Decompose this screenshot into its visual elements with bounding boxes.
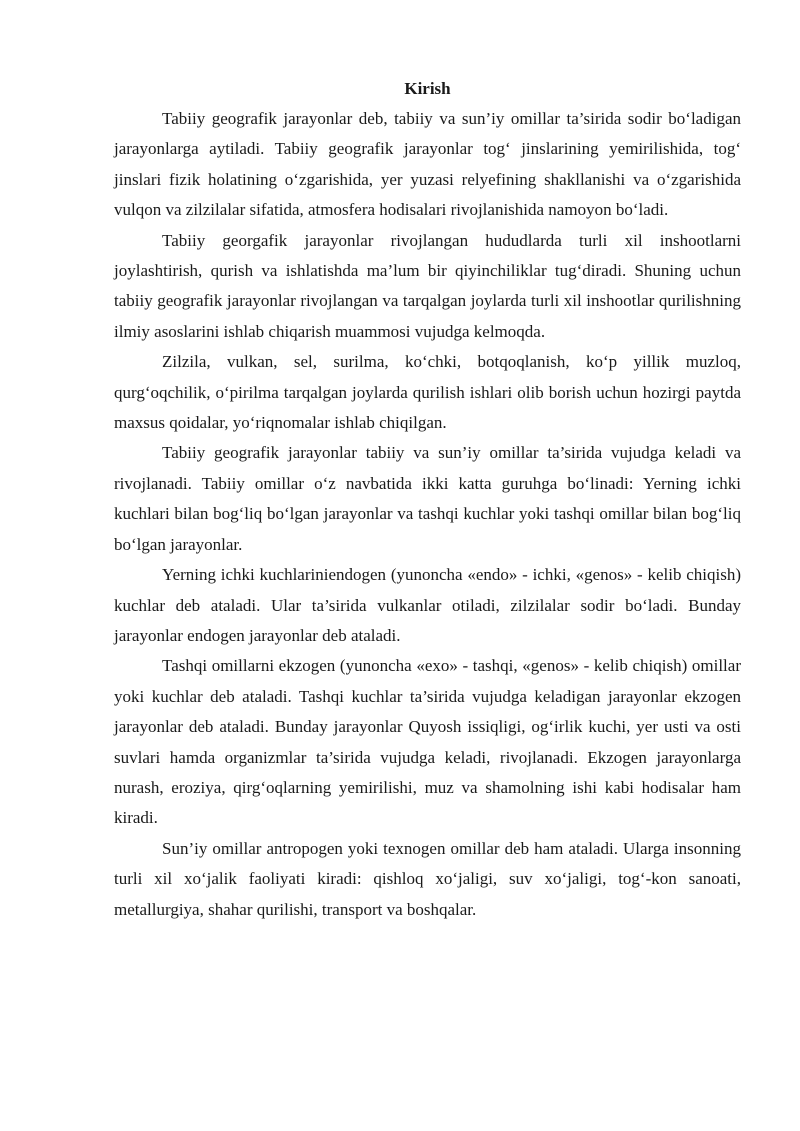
document-body xyxy=(114,74,741,925)
document-title: Kirish xyxy=(404,79,451,98)
paragraph-7: Sun’iy omillar antropogen yoki texnogen omillar deb ham ataladi. Ularga insonning turli xil xo‘jalik faoliyati kiradi: qishloq xo‘jaligi, suv xo‘jaligi, tog‘-kon sanoati, metallurgiya, shahar qurilishi, transport va boshqalar. xyxy=(114,838,741,919)
paragraph-2: Tabiiy georgafik jarayonlar rivojlangan hududlarda turli xil inshootlarni joylashtirish, qurish va ishlatishda ma’lum bir qiyinchiliklar tug‘diradi. Shuning uchun tabiiy geografik jarayonlar rivojlangan va tarqalgan joylarda turli xil inshootlar qurilishning ilmiy asoslarini ishlab chiqarish muammosi vujudga kelmoqda. xyxy=(114,230,741,341)
paragraph-4: Tabiiy geografik jarayonlar tabiiy va sun’iy omillar ta’sirida vujudga keladi va rivojlanadi. Tabiiy omillar o‘z navbatida ikki katta guruhga bo‘linadi: Yerning ichki kuchlari bilan bog‘liq bo‘lgan jarayonlar va tashqi kuchlar yoki tashqi omillar bilan bog‘liq bo‘lgan jarayonlar. xyxy=(114,443,741,554)
paragraph-3: Zilzila, vulkan, sel, surilma, ko‘chki, botqoqlanish, ko‘p yillik muzloq, qurg‘oqchilik, o‘pirilma tarqalgan joylarda qurilish ishlari olib borish uchun hozirgi paytda maxsus qoidalar, yo‘riqnomalar ishlab chiqilgan. xyxy=(114,352,741,433)
paragraph-5: Yerning ichki kuchlariniendogen (yunoncha «endo» - ichki, «genos» - kelib chiqish) kuchlar deb ataladi. Ular ta’sirida vulkanlar otiladi, zilzilalar sodir bo‘ladi. Bunday jarayonlar endogen jarayonlar deb ataladi. xyxy=(114,565,741,645)
paragraph-6: Tashqi omillarni ekzogen (yunoncha «exo» - tashqi, «genos» - kelib chiqish) omillar yoki kuchlar deb ataladi. Tashqi kuchlar ta’sirida vujudga keladigan jarayonlar ekzogen jarayonlar deb ataladi. Bunday jarayonlar Quyosh issiqligi, og‘irlik kuchi, yer usti va osti suvlari hamda organizmlar ta’sirida vujudga keladi, rivojlanadi. Ekzogen jarayonlarga nurash, eroziya, qirg‘oqlarning yemirilishi, muz va shamolning ishi kabi hodisalar ham kiradi. xyxy=(114,656,741,828)
paragraph-1: Tabiiy geografik jarayonlar deb, tabiiy va sun’iy omillar ta’sirida sodir bo‘ladigan jarayonlarga aytiladi. Tabiiy geografik jarayonlar tog‘ jinslarining yemirilishida, tog‘ jinslari fizik holatining o‘zgarishida, yer yuzasi relyefining shakllanishi va o‘zgarishida vulqon va zilzilalar sifatida, atmosfera hodisalari rivojlanishida namoyon bo‘ladi. xyxy=(114,109,741,220)
